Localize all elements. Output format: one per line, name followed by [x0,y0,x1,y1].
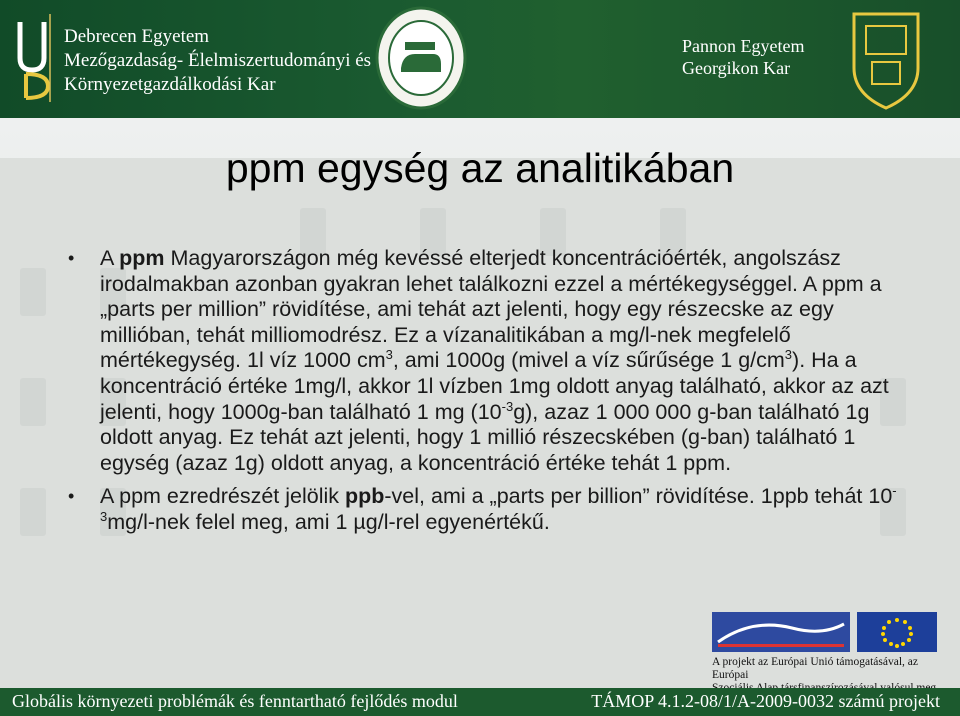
list-item: • A ppm Magyarországon még kevéssé elterjedt koncentrációérték, angolszász irodalmakban azonban gyakran lehet találkozni ezzel a mértékegységgel. A ppm a „parts per million” rövidítése, ami tehát azt jelenti, hogy egy részecske az egy millióban, tehát milliomodrész. Ez a vízanalitikában a mg/l-nek megfelelő mértékegység. 1l víz 1000 $cm^3$, ami 1000g (mivel a víz sűrűsége 1 $g/cm^3$). Ha a koncentráció értéke 1mg/l, akkor 1l vízben 1mg oldott anyag található, akkor az azt jelenti, hogy 1000g-ban található 1 mg $(10^{-3}g)$, azaz 1 000 000 g-ban található 1g oldott anyag. Ez tehát azt jelenti, hogy 1 millió részecskében (g-ban) található 1 egység (azaz 1g) oldott anyag, a koncentráció értéke tehát 1 ppm. [68,246,889,475]
faculty-name-right: Pannon Egyetem Georgikon Kar [682,36,805,78]
uj-magyarorszag-logo [712,612,850,652]
bullet-list [66,246,906,544]
footer-project-id: TÁMOP 4.1.2-08/1/A-2009-0032 számú projekt [591,691,940,711]
university-crest-icon [844,8,928,112]
footer-bar [0,688,960,716]
eu-funding-block [712,612,940,688]
slide-title: ppm egység az analitikában [225,145,735,191]
bullet-marker: • [68,248,75,268]
eu-stars-icon [857,612,937,652]
uj-magyarorszag-icon [712,612,850,652]
faculty-seal-icon [375,6,467,110]
bullet-marker: • [68,486,75,507]
footer-module-name: Globális környezeti problémák és fenntartható fejlődés modul [12,691,458,711]
header-banner [0,0,960,118]
list-item: • A ppm ezredrészét jelölik ppb-vel, ami a „parts per billion” rövidítése. 1ppb tehát $10^{-3}mg/l$-nek felel meg, ami 1 µg/l-rel egyenértékű. [68,483,897,534]
university-logo-icon [14,14,54,102]
eu-funding-note: A projekt az Európai Unió támogatásával, az Európai [712,656,918,681]
eu-flag-logo [857,612,937,652]
faculty-name-left: Debrecen Egyetem Mezőgazdaság- Élelmiszertudományi és Környezetgazdálkodási Kar [64,26,372,95]
